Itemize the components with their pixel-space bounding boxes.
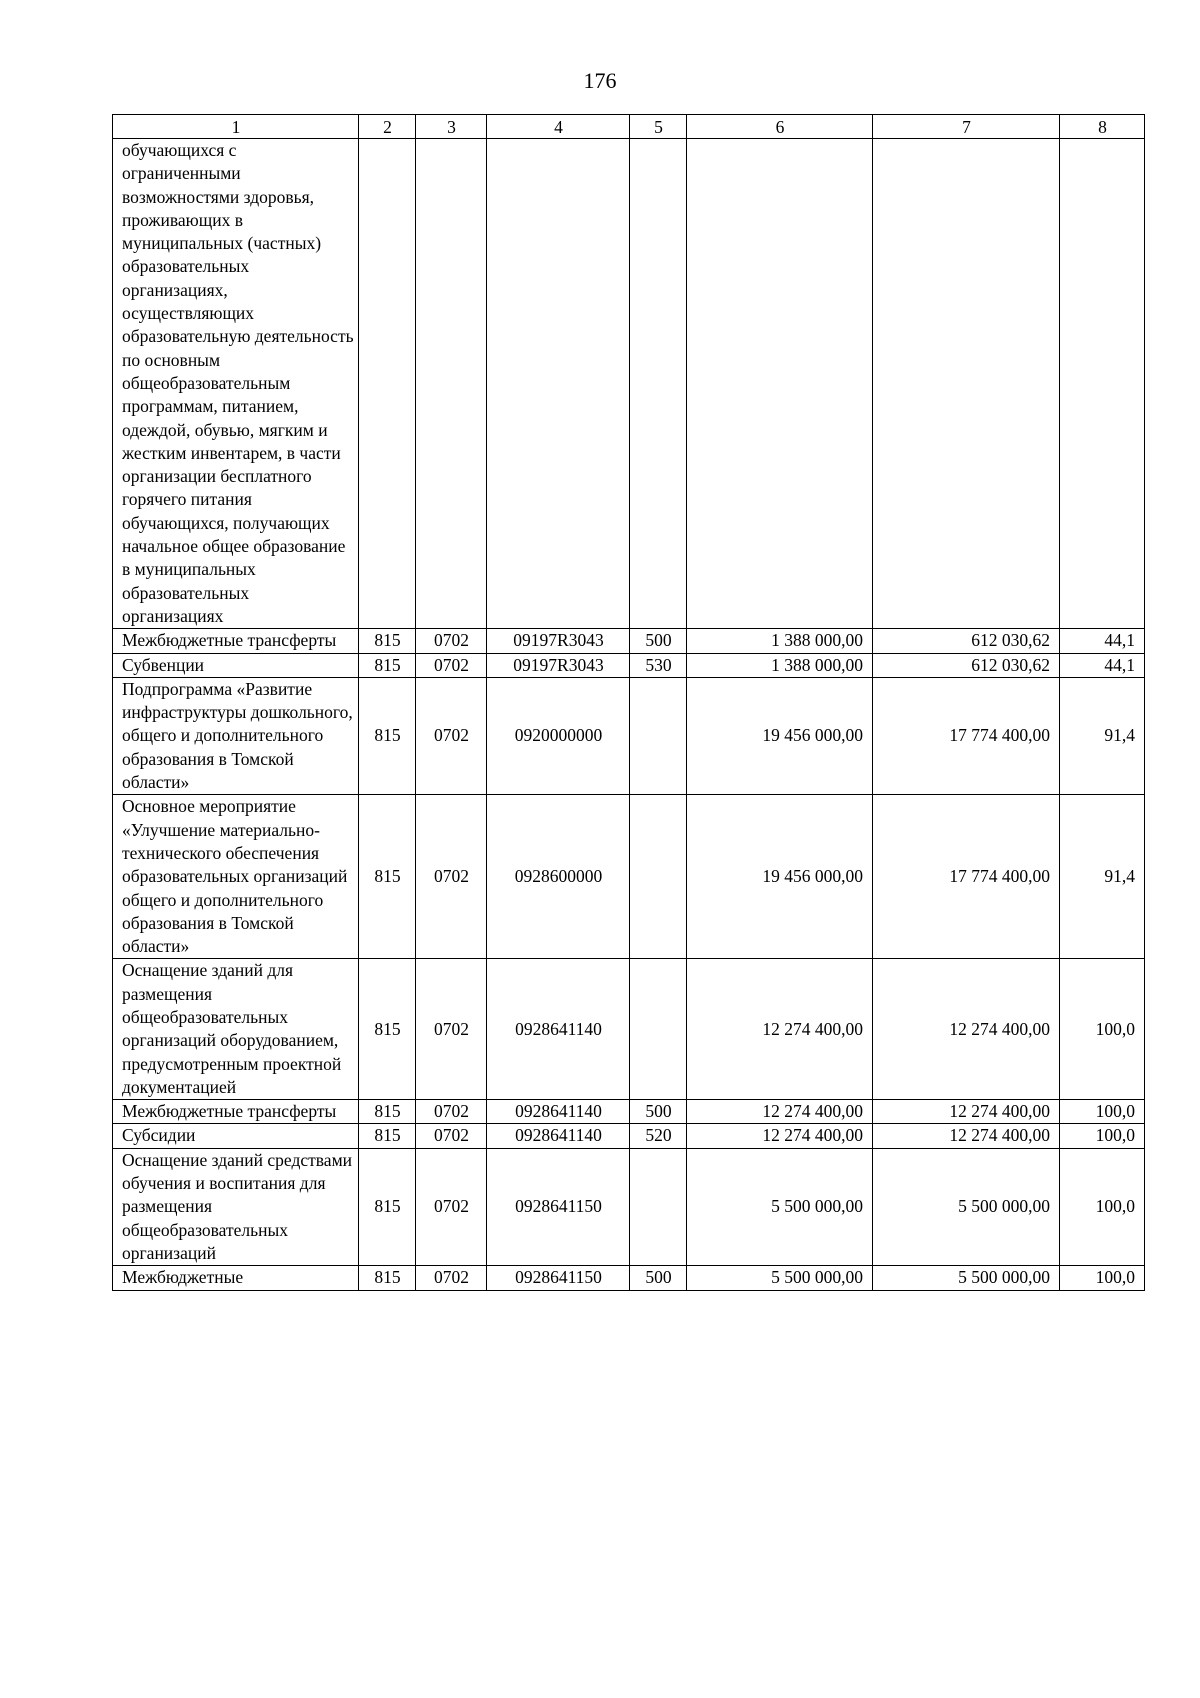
cell-vr <box>630 139 687 629</box>
row-name-cell: Основное мероприятие «Улучшение материально-технического обеспечения образовательных организаций общего и дополнительного образования в Томской области» <box>113 795 359 959</box>
cell-vr <box>630 959 687 1100</box>
header-cell: 2 <box>359 115 416 139</box>
cell-csr: 0928600000 <box>487 795 630 959</box>
cell-csr: 0928641150 <box>487 1266 630 1290</box>
cell-plan: 19 456 000,00 <box>687 795 873 959</box>
cell-vr <box>630 677 687 794</box>
cell-csr: 0920000000 <box>487 677 630 794</box>
cell-percent: 100,0 <box>1060 1148 1145 1265</box>
cell-csr: 0928641140 <box>487 1124 630 1148</box>
cell-vr: 500 <box>630 629 687 653</box>
budget-table <box>112 114 1145 1291</box>
cell-fact: 12 274 400,00 <box>873 959 1060 1100</box>
cell-ved: 815 <box>359 1148 416 1265</box>
cell-fact: 17 774 400,00 <box>873 677 1060 794</box>
header-cell: 3 <box>416 115 487 139</box>
cell-ved <box>359 139 416 629</box>
row-name-cell: Субсидии <box>113 1124 359 1148</box>
header-cell: 5 <box>630 115 687 139</box>
cell-ved: 815 <box>359 959 416 1100</box>
cell-csr: 0928641140 <box>487 1100 630 1124</box>
cell-vr: 520 <box>630 1124 687 1148</box>
header-cell: 7 <box>873 115 1060 139</box>
cell-ved: 815 <box>359 1266 416 1290</box>
row-name-cell: Межбюджетные трансферты <box>113 629 359 653</box>
row-name-cell: Оснащение зданий для размещения общеобразовательных организаций оборудованием, предусмотренным проектной документацией <box>113 959 359 1100</box>
cell-fact: 5 500 000,00 <box>873 1148 1060 1265</box>
cell-razdel: 0702 <box>416 1148 487 1265</box>
cell-csr: 0928641140 <box>487 959 630 1100</box>
cell-plan: 12 274 400,00 <box>687 1100 873 1124</box>
cell-percent: 91,4 <box>1060 795 1145 959</box>
cell-csr <box>487 139 630 629</box>
table-row <box>113 653 1145 677</box>
cell-razdel: 0702 <box>416 1266 487 1290</box>
page-number: 176 <box>583 68 617 93</box>
row-name-cell: обучающихся с ограниченными возможностями здоровья, проживающих в муниципальных (частных) образовательных организациях, осуществляющих образовательную деятельность по основным общеобразовательным программам, питанием, одеждой, обувью, мягким и жестким инвентарем, в части организации бесплатного горячего питания обучающихся, получающих начальное общее образование в муниципальных образовательных организациях <box>113 139 359 629</box>
cell-vr <box>630 795 687 959</box>
cell-csr: 09197R3043 <box>487 653 630 677</box>
table-row <box>113 1100 1145 1124</box>
cell-fact: 12 274 400,00 <box>873 1124 1060 1148</box>
row-name-cell: Межбюджетные трансферты <box>113 1100 359 1124</box>
row-name-cell: Субвенции <box>113 653 359 677</box>
cell-razdel <box>416 139 487 629</box>
table-row <box>113 959 1145 1100</box>
header-cell: 6 <box>687 115 873 139</box>
table-row <box>113 629 1145 653</box>
cell-vr: 530 <box>630 653 687 677</box>
header-cell: 4 <box>487 115 630 139</box>
cell-ved: 815 <box>359 1124 416 1148</box>
cell-csr: 0928641150 <box>487 1148 630 1265</box>
row-name-cell: Подпрограмма «Развитие инфраструктуры дошкольного, общего и дополнительного образования в Томской области» <box>113 677 359 794</box>
cell-razdel: 0702 <box>416 959 487 1100</box>
cell-fact: 612 030,62 <box>873 629 1060 653</box>
cell-ved: 815 <box>359 653 416 677</box>
cell-fact: 5 500 000,00 <box>873 1266 1060 1290</box>
cell-percent: 44,1 <box>1060 653 1145 677</box>
cell-fact: 612 030,62 <box>873 653 1060 677</box>
cell-fact: 12 274 400,00 <box>873 1100 1060 1124</box>
cell-fact: 17 774 400,00 <box>873 795 1060 959</box>
cell-plan: 5 500 000,00 <box>687 1266 873 1290</box>
cell-fact <box>873 139 1060 629</box>
cell-ved: 815 <box>359 1100 416 1124</box>
cell-razdel: 0702 <box>416 653 487 677</box>
cell-plan: 12 274 400,00 <box>687 959 873 1100</box>
cell-razdel: 0702 <box>416 1100 487 1124</box>
cell-plan: 1 388 000,00 <box>687 653 873 677</box>
cell-plan: 1 388 000,00 <box>687 629 873 653</box>
cell-percent: 44,1 <box>1060 629 1145 653</box>
cell-ved: 815 <box>359 795 416 959</box>
cell-plan: 12 274 400,00 <box>687 1124 873 1148</box>
header-row <box>113 115 1145 139</box>
cell-vr: 500 <box>630 1266 687 1290</box>
cell-razdel: 0702 <box>416 629 487 653</box>
table-row <box>113 795 1145 959</box>
cell-percent: 100,0 <box>1060 1266 1145 1290</box>
cell-plan: 5 500 000,00 <box>687 1148 873 1265</box>
table-row <box>113 677 1145 794</box>
cell-plan: 19 456 000,00 <box>687 677 873 794</box>
table-row <box>113 1124 1145 1148</box>
row-name-cell: Оснащение зданий средствами обучения и воспитания для размещения общеобразовательных организаций <box>113 1148 359 1265</box>
header-cell: 1 <box>113 115 359 139</box>
cell-percent: 91,4 <box>1060 677 1145 794</box>
cell-razdel: 0702 <box>416 677 487 794</box>
table-row <box>113 139 1145 629</box>
cell-vr <box>630 1148 687 1265</box>
cell-razdel: 0702 <box>416 1124 487 1148</box>
cell-plan <box>687 139 873 629</box>
cell-csr: 09197R3043 <box>487 629 630 653</box>
cell-percent: 100,0 <box>1060 1100 1145 1124</box>
table-row <box>113 1148 1145 1265</box>
cell-percent: 100,0 <box>1060 959 1145 1100</box>
cell-razdel: 0702 <box>416 795 487 959</box>
header-cell: 8 <box>1060 115 1145 139</box>
table-row <box>113 1266 1145 1290</box>
cell-percent: 100,0 <box>1060 1124 1145 1148</box>
cell-percent <box>1060 139 1145 629</box>
cell-ved: 815 <box>359 629 416 653</box>
cell-vr: 500 <box>630 1100 687 1124</box>
cell-ved: 815 <box>359 677 416 794</box>
row-name-cell: Межбюджетные <box>113 1266 359 1290</box>
